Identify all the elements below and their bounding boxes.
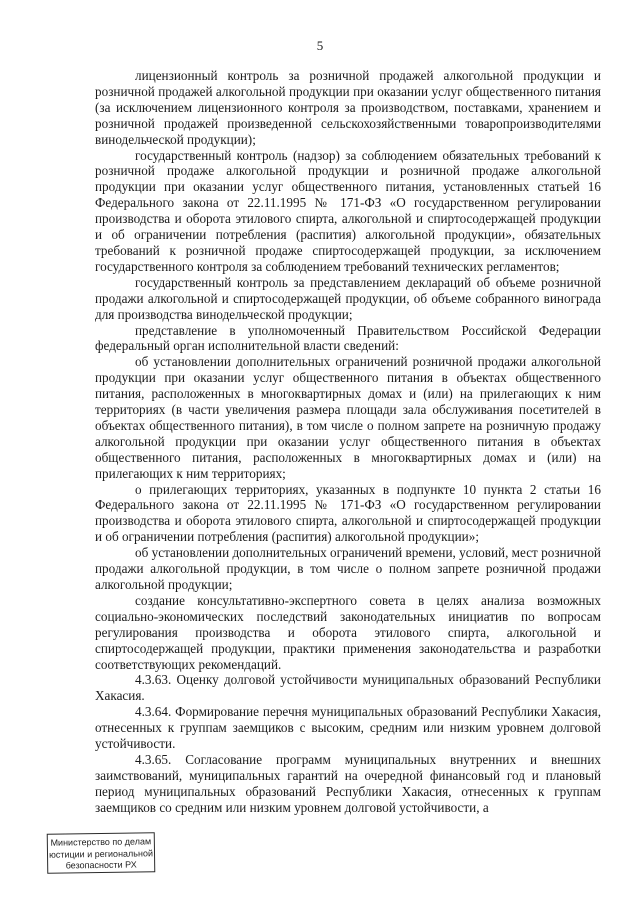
paragraph-4-3-65: 4.3.65. Согласование программ муниципальных внутренних и внешних заимствований, муниципальных гарантий на очередной финансовый год и плановый период муниципальных образований Республики Хакасия, отнесенных к группам заемщиков со средним или низким уровнем долговой устойчивости, а <box>95 751 601 815</box>
document-body <box>95 68 601 816</box>
stamp-line: юстиции и региональной <box>48 847 154 860</box>
stamp-line: Министерство по делам <box>50 836 152 848</box>
paragraph-expert-council: создание консультативно-экспертного совета в целях анализа возможных социально-экономических последствий законодательных инициатив по вопросам регулирования производства и оборота этилового спирта, алкогольной и спиртосодержащей продукции, практики применения законодательства и разработки соответствующих рекомендаций. <box>95 592 601 672</box>
paragraph-4-3-64: 4.3.64. Формирование перечня муниципальных образований Республики Хакасия, отнесенных к группам заемщиков с высоким, средним или низким уровнем долговой устойчивости. <box>95 704 601 752</box>
stamp-line: безопасности РХ <box>65 859 137 871</box>
paragraph-4-3-63: 4.3.63. Оценку долговой устойчивости муниципальных образований Республики Хакасия. <box>95 672 601 704</box>
paragraph-state-supervision: государственный контроль (надзор) за соблюдением обязательных требований к розничной продаже алкогольной продукции и розничной продаже алкогольной продукции при оказании услуг общественного питания, установленных статьей 16 Федерального закона от 22.11.1995 № 171-ФЗ «О государственном регулировании производства и оборота этилового спирта, алкогольной и спиртосодержащей продукции и об ограничении потребления (распития) алкогольной продукции», обязательных требований к розничной продаже спиртосодержащей продукции, за исключением государственного контроля за соблюдением требований технических регламентов; <box>95 147 601 274</box>
page-number: 5 <box>316 38 324 53</box>
paragraph-additional-restrictions: об установлении дополнительных ограничений розничной продажи алкогольной продукции при оказании услуг общественного питания в объектах общественного питания, расположенных в многоквартирных домах и (или) на прилегающих к ним территориях (в части увеличения размера площади зала обслуживания посетителей в объектах общественного питания), в том числе о полном запрете на розничную продажу алкогольной продукции при оказании услуг общественного питания в объектах общественного питания, расположенных в многоквартирных домах и (или) на прилегающих к ним территориях; <box>95 354 601 481</box>
paragraph-declarations-control: государственный контроль за представлением деклараций об объеме розничной продажи алкогольной и спиртосодержащей продукции, об объеме собранного винограда для производства винодельческой продукции; <box>95 274 601 322</box>
paragraph-licensing-control: лицензионный контроль за розничной продажей алкогольной продукции и розничной продажей алкогольной продукции при оказании услуг общественного питания (за исключением лицензионного контроля за производством, поставками, хранением и розничной продажей произведенной сельскохозяйственными товаропроизводителями винодельческой продукции); <box>95 68 601 147</box>
ministry-stamp <box>47 832 156 874</box>
paragraph-information-submission: представление в уполномоченный Правительством Российской Федерации федеральный орган исполнительной власти сведений: <box>95 322 601 354</box>
paragraph-adjacent-territories: о прилегающих территориях, указанных в подпункте 10 пункта 2 статьи 16 Федерального закона от 22.11.1995 № 171-ФЗ «О государственном регулировании производства и оборота этилового спирта, алкогольной и спиртосодержащей продукции и об ограничении потребления (распития) алкогольной продукции»; <box>95 481 601 545</box>
paragraph-time-restrictions: об установлении дополнительных ограничений времени, условий, мест розничной продажи алкогольной продукции, в том числе о полном запрете розничной продажи алкогольной продукции; <box>95 545 601 592</box>
